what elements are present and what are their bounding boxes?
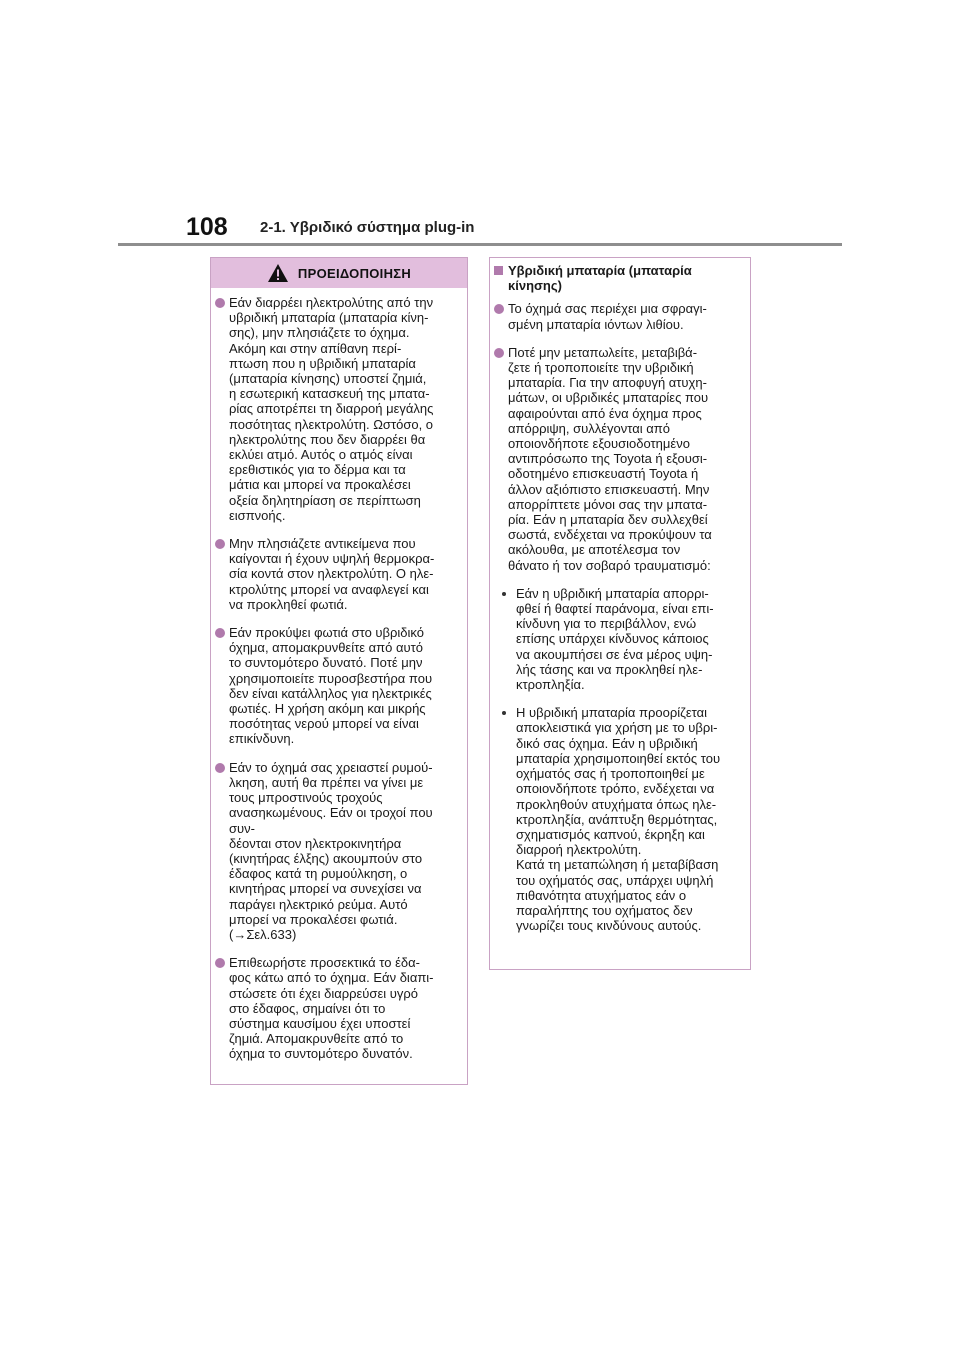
warning-item-text: Επιθεωρήστε προσεκτικά το έδα- φος κάτω από το όχημα. Εάν διαπι- στώσετε ότι έχει διαρρεύσει υγρό στο έδαφος, σημαίνει ότι το σύστημα καυσίμου έχει υποστεί ζημιά. Απομακρυνθείτε από το όχημα το συντομότερο δυνατόν. <box>229 955 434 1062</box>
warning-item-text: Εάν το όχημά σας χρειαστεί ρυμού- λκηση, αυτή θα πρέπει να γίνει με τους μπροστινούς τροχούς ανασηκωμένους. Εάν οι τροχοί που συν- δέονται στον ηλεκτροκινητήρα (κινητήρας έλξης) ακουμπούν στο έδαφος κατά τη ρυμούλκηση, ο κινητήρας μπορεί να συνεχίσει να παράγει ηλεκτρικό ρεύμα. Αυτό μπορεί να προκαλέσει φωτιά. (→Σελ.633) <box>229 759 433 942</box>
warning-header <box>211 258 467 288</box>
warning-item-text: Μην πλησιάζετε αντικείμενα που καίγονται ή έχουν υψηλή θερμοκρα- σία κοντά στον ηλεκτρολύτη. Ο ηλε- κτρολύτης μπορεί να αναφλεγεί και να προκληθεί φωτιά. <box>229 536 435 612</box>
warning-item <box>215 955 461 1061</box>
battery-info-content <box>490 258 750 933</box>
warning-items <box>211 288 467 1062</box>
bullet-icon <box>494 304 504 314</box>
bullet-icon <box>494 348 504 358</box>
warning-item <box>215 295 461 523</box>
bullet-icon <box>215 763 225 773</box>
battery-subitem <box>498 586 744 692</box>
battery-item <box>494 301 744 331</box>
battery-info-box <box>489 257 751 970</box>
battery-item <box>494 345 744 573</box>
header-rule <box>118 243 842 246</box>
dot-bullet-icon <box>502 711 506 715</box>
warning-item <box>215 625 461 747</box>
battery-subitem <box>498 705 744 933</box>
battery-subitem-text: Η υβριδική μπαταρία προορίζεται αποκλειστικά για χρήση με το υβρι- δικό σας όχημα. Εάν η υβριδική μπαταρία χρησιμοποιηθεί εκτός του οχήματός σας ή τροποποιηθεί με οποιονδήποτε τρόπο, ενδέχεται να προκληθούν ατυχήματα όπως ηλε- κτροπληξία, ανάπτυξη θερμότητας, σχηματισμός καπνού, έκρηξη και διαρροή ηλεκτρολύτη. Κατά τη μεταπώληση ή μεταβίβαση του οχήματός σας, υπάρχει υψηλή πιθανότητα ατυχήματος εάν ο παραλήπτης του οχήματος δεν γνωρίζει τους κινδύνους αυτούς. <box>516 705 721 934</box>
section-title: 2-1. Υβριδικό σύστημα plug-in <box>260 219 475 236</box>
bullet-icon <box>215 539 225 549</box>
battery-subitem-text: Εάν η υβριδική μπαταρία απορρι- φθεί ή θαφτεί παράνομα, είναι επι- κίνδυνη για το περιβάλλον, ενώ επίσης υπάρχει κίνδυνος κάποιος να ακουμπήσει σε ένα μέρος υψη- λής τάσης και να προκληθεί ηλε- κτροπληξία. <box>516 585 714 693</box>
dot-bullet-icon <box>502 592 506 596</box>
warning-title: ΠΡΟΕΙΔΟΠΟΙΗΣΗ <box>297 265 412 281</box>
bullet-icon <box>215 298 225 308</box>
warning-item-text: Εάν προκύψει φωτιά στο υβριδικό όχημα, απομακρυνθείτε από αυτό το συντομότερο δυνατό. Ποτέ μην χρησιμοποιείτε πυροσβεστήρα που δεν είναι κατάλληλος για ηλεκτρικές φωτιές. Η χρήση ακόμη και μικρής ποσότητας νερού μπορεί να είναι επικίνδυνη. <box>229 625 433 747</box>
battery-heading-text: Υβριδική μπαταρία (μπαταρία κίνησης) <box>508 263 692 294</box>
bullet-icon <box>215 958 225 968</box>
warning-item <box>215 536 461 612</box>
warning-box <box>210 257 468 1085</box>
warning-item <box>215 760 461 942</box>
warning-triangle-icon <box>267 263 289 283</box>
battery-item-text: Ποτέ μην μεταπωλείτε, μεταβιβά- ζετε ή τροποποιείτε την υβριδική μπαταρία. Για την αποφυγή ατυχη- μάτων, οι υβριδικές μπαταρίες που αφαιρούνται από ένα όχημα προς απόρριψη, συλλέγονται από οποιονδήποτε εξουσιοδοτημένο αντιπρόσωπο της Toyota ή εξουσι- οδοτημένο επισκευαστή Toyota ή άλλον αξιόπιστο επισκευαστή. Μην απορρίπτετε μόνοι σας την μπατα- ρία. Εάν η μπαταρία δεν συλλεχθεί σωστά, ενδέχεται να προκύψουν τα ακόλουθα, με αποτέλεσμα τον θάνατο ή τον σοβαρό τραυματισμό: <box>508 344 712 573</box>
page-number: 108 <box>186 213 228 241</box>
bullet-icon <box>215 628 225 638</box>
warning-item-text: Εάν διαρρέει ηλεκτρολύτης από την υβριδική μπαταρία (μπαταρία κίνη- σης), μην πλησιάζετε το όχημα. Ακόμη και στην απίθανη περί- πτωση που η υβριδική μπαταρία (μπαταρία κίνησης) υποστεί ζημιά, η εσωτερική κατασκευή της μπατα- ρίας αποτρέπει τη διαρροή μεγάλης ποσότητας ηλεκτρολύτη. Ωστόσο, ο ηλεκτρολύτης που δεν διαρρέει θα εκλύει ατμό. Αυτός ο ατμός είναι ερεθιστικός για το δέρμα και τα μάτια και μπορεί να προκαλέσει οξεία δηλητηρίαση σε περίπτωση εισπνοής. <box>229 295 434 523</box>
battery-heading <box>494 263 744 293</box>
square-bullet-icon <box>494 266 503 275</box>
battery-item-text: Το όχημά σας περιέχει μια σφραγι- σμένη μπαταρία ιόντων λιθίου. <box>508 301 707 332</box>
